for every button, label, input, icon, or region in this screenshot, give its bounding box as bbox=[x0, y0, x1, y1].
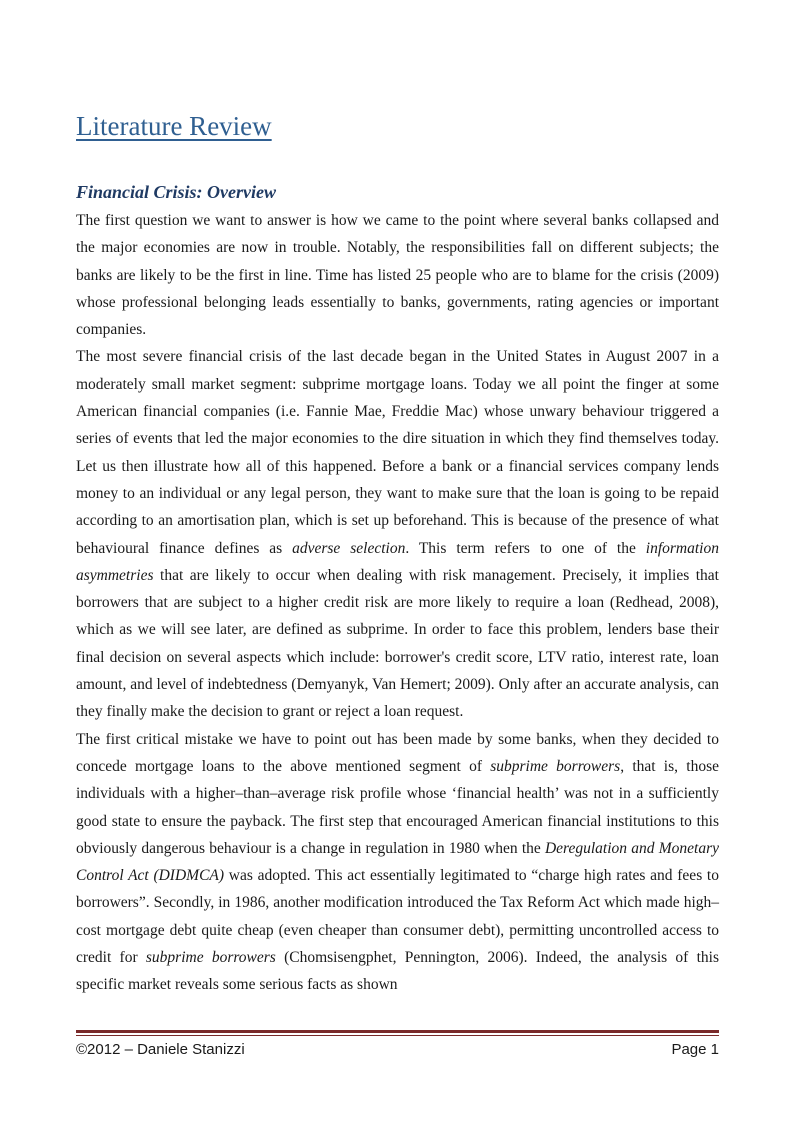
text-run: (Chomsisengphet, Pennington, 2006). Indeed, the analysis of this specific market reveals some serious facts as shown bbox=[76, 949, 719, 994]
italic-term: subprime borrowers bbox=[490, 757, 621, 775]
section-body bbox=[76, 207, 719, 999]
footer-page-number: Page 1 bbox=[671, 1041, 719, 1058]
footer-copyright: ©2012 – Daniele Stanizzi bbox=[76, 1041, 245, 1058]
text-run: that are likely to occur when dealing with risk management. Precisely, it implies that borrowers that are subject to a higher credit risk are more likely to require a loan (Redhead, 2008), which as we will see later, are defined as subprime. In order to face this problem, lenders base their final decision on several aspects which include: borrower's credit score, LTV ratio, interest rate, loan amount, and level of indebtedness (Demyanyk, Van Hemert; 2009). Only after an accurate analysis, can they finally make the decision to grant or reject a loan request. bbox=[76, 566, 719, 721]
italic-term: Deregulation and Monetary Control Act (DIDMCA) bbox=[76, 839, 719, 885]
body-paragraph bbox=[76, 726, 719, 999]
page-content bbox=[76, 108, 719, 999]
document-title: Literature Review bbox=[76, 111, 272, 141]
italic-term: subprime borrowers bbox=[145, 949, 276, 967]
text-run: . This term refers to one of the bbox=[405, 539, 646, 557]
text-run: The first critical mistake we have to point out has been made by some banks, when they decided to concede mortgage loans to the above mentioned segment of bbox=[76, 730, 719, 775]
page-footer bbox=[76, 1039, 719, 1061]
text-run: was adopted. This act essentially legitimated to “charge high rates and fees to borrowers”. Secondly, in 1986, another modification introduced the Tax Reform Act which made high–cost mortgage debt quite cheap (even cheaper than consumer debt), permitting uncontrolled access to credit for bbox=[76, 867, 719, 967]
text-run: The first question we want to answer is how we came to the point where several banks collapsed and the major economies are now in trouble. Notably, the responsibilities fall on different subjects; the banks are likely to be the first in line. Time has listed 25 people who are to blame for the crisis (2009) whose professional belonging leads essentially to banks, governments, rating agencies or important companies. bbox=[76, 212, 719, 339]
italic-term: adverse selection bbox=[292, 539, 406, 557]
text-run: , that is, those individuals with a higher–than–average risk profile whose ‘financial health’ was not in a sufficiently good state to ensure the payback. The first step that encouraged American financial institutions to this obviously dangerous behaviour is a change in regulation in 1980 when the bbox=[76, 757, 719, 857]
body-paragraph bbox=[76, 343, 719, 725]
footer-divider-thin bbox=[76, 1035, 719, 1036]
text-run: The most severe financial crisis of the last decade began in the United States in August 2007 in a moderately small market segment: subprime mortgage loans. Today we all point the finger at some American financial companies (i.e. Fannie Mae, Freddie Mac) whose unwary behaviour triggered a series of events that led the major economies to the dire situation in which they find themselves today. Let us then illustrate how all of this happened. Before a bank or a financial services company lends money to an individual or any legal person, they want to make sure that the loan is going to be repaid according to an amortisation plan, which is set up beforehand. This is because of the presence of what behavioural finance defines as bbox=[76, 348, 719, 557]
body-paragraph bbox=[76, 207, 719, 343]
footer-divider-thick bbox=[76, 1030, 719, 1033]
section-heading: Financial Crisis: Overview bbox=[76, 182, 277, 202]
italic-term: information asymmetries bbox=[76, 539, 719, 584]
